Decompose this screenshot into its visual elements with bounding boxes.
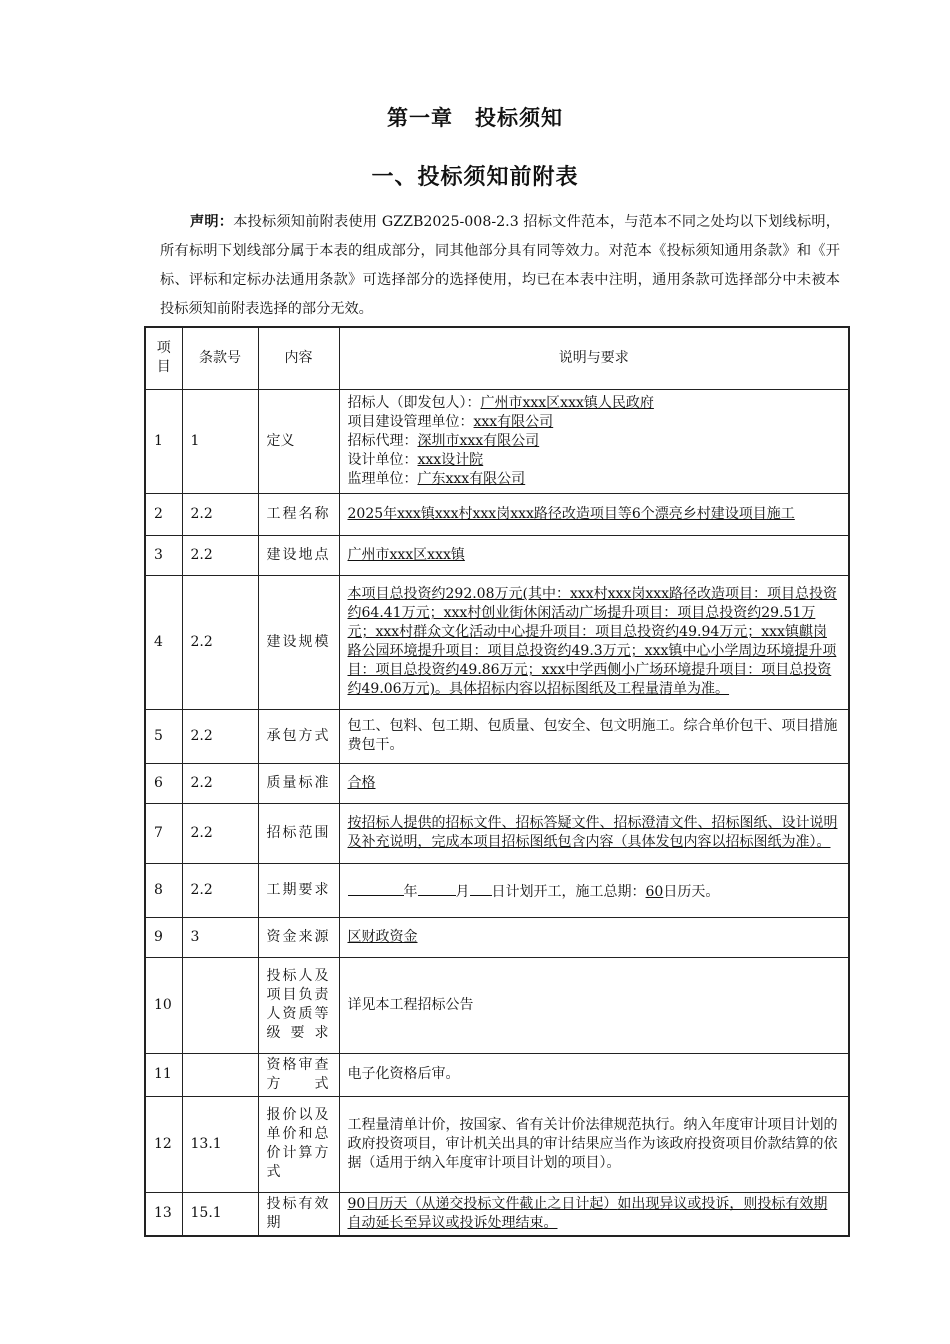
header-clause: 条款号 <box>182 327 258 389</box>
table-row <box>145 493 849 535</box>
month-label: 月 <box>455 883 470 900</box>
statement-paragraph <box>160 208 840 324</box>
table-header-row <box>145 327 849 389</box>
table-row <box>145 1192 849 1236</box>
cell-item: 4 <box>145 575 182 709</box>
duration-unit: 日历天。 <box>663 883 720 900</box>
cell-content: 投标有效期 <box>258 1192 339 1236</box>
table-row <box>145 1096 849 1192</box>
cell-item: 7 <box>145 803 182 863</box>
definition-line <box>348 432 841 451</box>
cell-item: 3 <box>145 535 182 575</box>
definition-prefix: 招标人（即发包人）： <box>347 394 481 411</box>
cell-content: 定义 <box>258 389 339 493</box>
cell-clause: 15.1 <box>182 1192 258 1236</box>
cell-desc <box>339 1053 849 1096</box>
table-row <box>145 575 849 709</box>
chapter-title: 第一章 投标须知 <box>387 106 563 130</box>
cell-clause: 2.2 <box>182 493 258 535</box>
validity-period: 90日历天（从递交投标文件截止之日计起） <box>347 1195 618 1212</box>
cell-desc <box>339 493 849 535</box>
cell-content: 报价以及单价和总价计算方式 <box>258 1096 339 1192</box>
cell-clause: 2.2 <box>182 863 258 917</box>
cell-item: 1 <box>145 389 182 493</box>
table-row <box>145 803 849 863</box>
cell-content: 招标范围 <box>258 803 339 863</box>
cell-item: 11 <box>145 1053 182 1096</box>
cell-item: 5 <box>145 709 182 763</box>
cell-item: 10 <box>145 957 182 1053</box>
duration-days: 60 <box>645 883 664 900</box>
desc-text: 电子化资格后审。 <box>347 1066 460 1082</box>
desc-text: 广州市xxx区xxx镇 <box>347 546 465 563</box>
table-row <box>145 957 849 1053</box>
cell-content: 资格审查方式 <box>258 1053 339 1096</box>
definition-value: 广东xxx有限公司 <box>417 470 526 487</box>
table-row <box>145 863 849 917</box>
header-desc: 说明与要求 <box>339 327 849 389</box>
definition-prefix: 监理单位： <box>347 470 418 487</box>
cell-item: 9 <box>145 917 182 957</box>
cell-clause: 13.1 <box>182 1096 258 1192</box>
cell-item: 12 <box>145 1096 182 1192</box>
cell-content: 工程名称 <box>258 493 339 535</box>
cell-item: 8 <box>145 863 182 917</box>
cell-desc <box>339 957 849 1053</box>
cell-clause: 2.2 <box>182 709 258 763</box>
desc-text: 详见本工程招标公告 <box>347 996 474 1013</box>
cell-desc <box>339 709 849 763</box>
cell-clause: 3 <box>182 917 258 957</box>
table-row <box>145 535 849 575</box>
definition-value: 广州市xxx区xxx镇人民政府 <box>480 394 654 411</box>
desc-text: 2025年xxx镇xxx村xxx岗xxx路径改造项目等6个漂亮乡村建设项目施工 <box>347 505 795 522</box>
desc-text: 工程量清单计价，按国家、省有关计价法律规范执行。纳入年度审计项目计划的政府投资项目，审计机关出具的审计结果应当作为该政府投资项目价款结算的依据（适用于纳入年度审计项目计划的项目）。 <box>347 1116 838 1171</box>
cell-desc <box>339 763 849 803</box>
day-text: 日计划开工，施工总期： <box>491 883 646 900</box>
table-row <box>145 917 849 957</box>
cell-item: 13 <box>145 1192 182 1236</box>
header-content: 内容 <box>258 327 339 389</box>
definition-line <box>348 451 841 470</box>
pre-table <box>144 326 850 1237</box>
cell-content: 资金来源 <box>258 917 339 957</box>
cell-clause: 2.2 <box>182 803 258 863</box>
statement-label: 声明： <box>190 214 234 230</box>
definition-prefix: 项目建设管理单位： <box>347 413 474 430</box>
statement-text: 本投标须知前附表使用 GZZB2025-008-2.3 招标文件范本，与范本不同之处均以下划线标明，所有标明下划线部分属于本表的组成部分，同其他部分具有同等效力。对范本《投标须知通用条款》和《开标、评标和定标办法通用条款》可选择部分的选择使用，均已在本表中注明，通用条款可选择部分中未被本投标须知前附表选择的部分无效。 <box>160 214 840 317</box>
cell-item: 2 <box>145 493 182 535</box>
definition-line <box>348 413 841 432</box>
desc-text: 包工、包料、包工期、包质量、包安全、包文明施工。综合单价包干、项目措施费包干。 <box>347 718 838 753</box>
cell-clause: 2.2 <box>182 575 258 709</box>
cell-desc <box>339 803 849 863</box>
cell-desc <box>339 1096 849 1192</box>
desc-text: 区财政资金 <box>347 928 418 945</box>
section-title: 一、投标须知前附表 <box>371 165 579 190</box>
cell-desc <box>339 389 849 493</box>
table-row <box>145 709 849 763</box>
cell-content: 建设规模 <box>258 575 339 709</box>
cell-desc <box>339 575 849 709</box>
definition-prefix: 设计单位： <box>347 451 418 468</box>
cell-clause: 2.2 <box>182 535 258 575</box>
cell-clause <box>182 957 258 1053</box>
cell-content: 投标人及项目负责人资质等级要求 <box>258 957 339 1053</box>
header-item: 项目 <box>145 327 182 389</box>
cell-clause: 2.2 <box>182 763 258 803</box>
definition-value: xxx设计院 <box>417 451 484 468</box>
definition-prefix: 招标代理： <box>347 432 418 449</box>
month-blank <box>418 879 456 896</box>
table-row <box>145 763 849 803</box>
year-blank <box>348 879 404 896</box>
cell-content: 工期要求 <box>258 863 339 917</box>
desc-text: 按招标人提供的招标文件、招标答疑文件、招标澄清文件、招标图纸、设计说明及补充说明，完成本项目招标图纸包含内容（具体发包内容以招标图纸为准）。 <box>347 815 838 850</box>
cell-desc <box>339 917 849 957</box>
definition-line <box>348 470 841 489</box>
cell-desc <box>339 863 849 917</box>
validity-extension: 如出现异议或投诉，则投标有效期自动延长至异议或投诉处理结束。 <box>347 1195 828 1231</box>
cell-content: 承包方式 <box>258 709 339 763</box>
year-label: 年 <box>403 883 418 900</box>
definition-line <box>348 394 841 413</box>
cell-clause <box>182 1053 258 1096</box>
cell-clause: 1 <box>182 389 258 493</box>
table-row <box>145 389 849 493</box>
definition-value: 深圳市xxx有限公司 <box>417 432 540 449</box>
day-blank <box>470 879 492 896</box>
desc-text: 合格 <box>347 774 376 791</box>
cell-desc <box>339 535 849 575</box>
definition-value: xxx有限公司 <box>473 413 554 430</box>
desc-text: 本项目总投资约292.08万元(其中：xxx村xxx岗xxx路径改造项目：项目总投资约64.41万元；xxx村创业街休闲活动广场提升项目：项目总投资约29.51万元；xxx村群众文化活动中心提升项目：项目总投资约49.94万元；xxx镇麒岗路公园环境提升项目：项目总投资约49.3万元；xxx镇中心小学周边环境提升项目：项目总投资约49.86万元；xxx中学西侧小广场环境提升项目：项目总投资约49.06万元)。具体招标内容以招标图纸及工程量清单为准。 <box>347 586 838 697</box>
cell-content: 质量标准 <box>258 763 339 803</box>
table-row <box>145 1053 849 1096</box>
cell-item: 6 <box>145 763 182 803</box>
cell-content: 建设地点 <box>258 535 339 575</box>
cell-desc <box>339 1192 849 1236</box>
